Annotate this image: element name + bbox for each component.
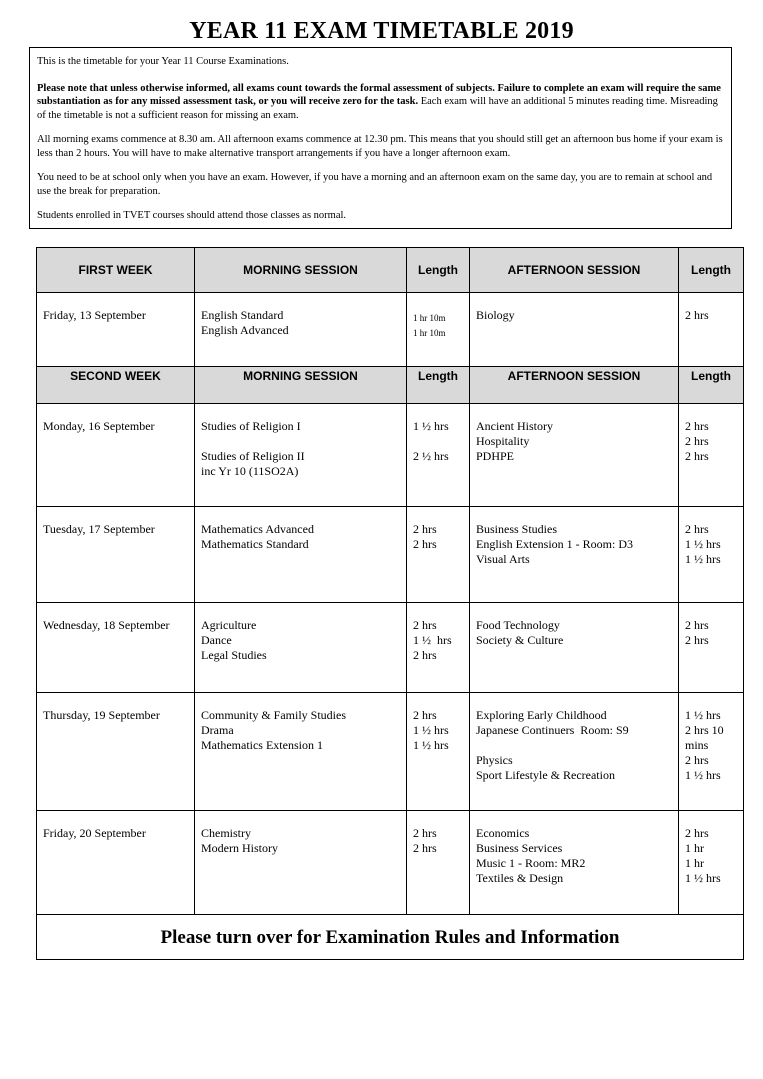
info-box <box>29 47 732 229</box>
exam-length: 1 hr 10m <box>413 328 446 338</box>
exam-subject: Studies of Religion I <box>201 419 301 433</box>
afternoon-length-cell <box>679 603 744 693</box>
exam-subject: Studies of Religion II <box>201 449 305 463</box>
exam-subject: Mathematics Advanced <box>201 522 314 536</box>
date-cell: Monday, 16 September <box>37 404 195 507</box>
date-cell: Wednesday, 18 September <box>37 603 195 693</box>
exam-length: 2 hrs <box>413 522 437 536</box>
assessment-note <box>37 82 724 123</box>
morning-exams-cell <box>195 693 407 811</box>
morning-exams-cell <box>195 811 407 915</box>
exam-length: 2 hrs <box>685 753 709 767</box>
afternoon-session-header: AFTERNOON SESSION <box>470 367 679 404</box>
date-cell: Thursday, 19 September <box>37 693 195 811</box>
afternoon-length-cell <box>679 404 744 507</box>
exam-subject: Biology <box>476 308 515 322</box>
exam-subject: Business Services <box>476 841 563 855</box>
exam-subject: Business Studies <box>476 522 558 536</box>
date-cell: Tuesday, 17 September <box>37 507 195 603</box>
afternoon-exams-cell <box>470 603 679 693</box>
exam-length: 2 hrs <box>685 308 709 322</box>
date-cell: Friday, 20 September <box>37 811 195 915</box>
exam-length: 2 hrs <box>413 841 437 855</box>
exam-length: mins <box>685 738 709 752</box>
morning-length-cell <box>407 811 470 915</box>
afternoon-length-cell <box>679 507 744 603</box>
timetable <box>36 247 744 960</box>
exam-subject: Society & Culture <box>476 633 564 647</box>
exam-length: 1 ½ hrs <box>413 723 449 737</box>
exam-length: 2 hrs 10 <box>685 723 724 737</box>
exam-subject: Japanese Continuers Room: S9 <box>476 723 629 737</box>
tvet-note: Students enrolled in TVET courses should attend those classes as normal. <box>37 210 347 221</box>
exam-subject: English Standard <box>201 308 284 322</box>
exam-length: 2 hrs <box>685 633 709 647</box>
exam-length: 1 ½ hrs <box>685 768 721 782</box>
morning-exams-cell <box>195 507 407 603</box>
exam-subject: Hospitality <box>476 434 530 448</box>
afternoon-exams-cell <box>470 507 679 603</box>
exam-subject: Agriculture <box>201 618 257 632</box>
exam-subject: Legal Studies <box>201 648 267 662</box>
exam-length: 1 ½ hrs <box>685 537 721 551</box>
morning-length-cell <box>407 404 470 507</box>
exam-subject: Drama <box>201 723 234 737</box>
exam-subject: English Extension 1 - Room: D3 <box>476 537 633 551</box>
exam-subject: inc Yr 10 (11SO2A) <box>201 464 299 478</box>
exam-subject <box>201 434 400 449</box>
assessment-note-bold: Please note that unless otherwise informed, all exams count towards the formal assessment of subjects. Failure to complete an exam will require the same substantiation as for any missed assessment task, or you will receive zero for the task. <box>37 82 721 107</box>
afternoon-exams-cell <box>470 404 679 507</box>
first-week-header-row <box>37 248 744 293</box>
exam-length: 1 ½ hrs <box>413 419 449 433</box>
exam-length: 1 ½ hrs <box>413 738 449 752</box>
exam-length <box>413 464 463 479</box>
afternoon-length-cell <box>679 811 744 915</box>
table-row <box>37 507 744 603</box>
exam-length: 1 ½ hrs <box>685 552 721 566</box>
turn-over-note: Please turn over for Examination Rules and Information <box>37 915 744 960</box>
length-header: Length <box>407 367 470 404</box>
morning-session-header: MORNING SESSION <box>195 367 407 404</box>
morning-length-cell <box>407 293 470 367</box>
exam-subject: Community & Family Studies <box>201 708 347 722</box>
morning-exams-cell <box>195 404 407 507</box>
table-row <box>37 693 744 811</box>
exam-subject: Visual Arts <box>476 552 530 566</box>
table-row <box>37 811 744 915</box>
exam-subject: Food Technology <box>476 618 560 632</box>
exam-length: 2 hrs <box>413 648 437 662</box>
exam-length: 2 hrs <box>685 522 709 536</box>
exam-length: 2 hrs <box>685 449 709 463</box>
exam-subject: Chemistry <box>201 826 251 840</box>
exam-length: 2 hrs <box>685 434 709 448</box>
morning-length-cell <box>407 507 470 603</box>
exam-length <box>413 434 463 449</box>
morning-session-header: MORNING SESSION <box>195 248 407 293</box>
exam-subject: Dance <box>201 633 232 647</box>
exam-subject: Mathematics Standard <box>201 537 309 551</box>
first-week-label: FIRST WEEK <box>37 248 195 293</box>
attendance-note: You need to be at school only when you have an exam. However, if you have a morning and an afternoon exam on the same day, you are to remain at school and use the break for preparation. <box>37 172 713 197</box>
times-note: All morning exams commence at 8.30 am. All afternoon exams commence at 12.30 pm. This means that you should still get an afternoon bus home if your exam is less than 2 hours. You will have to make alternative transport arrangements if you have a longer afternoon exam. <box>37 134 723 159</box>
exam-subject: Exploring Early Childhood <box>476 708 607 722</box>
exam-length: 2 hrs <box>413 618 437 632</box>
afternoon-length-cell <box>679 693 744 811</box>
page-title: YEAR 11 EXAM TIMETABLE 2019 <box>189 18 574 44</box>
exam-length: 1 hr <box>685 856 704 870</box>
reading-time-note: Each exam will have an additional 5 minutes reading time. Misreading of the timetable is not a sufficient reason for missing an exam. <box>37 96 718 121</box>
second-week-header-row <box>37 367 744 404</box>
exam-subject <box>476 738 672 753</box>
afternoon-exams-cell <box>470 293 679 367</box>
exam-length: 1 ½ hrs <box>685 708 721 722</box>
date-cell: Friday, 13 September <box>37 293 195 367</box>
exam-subject: Physics <box>476 753 513 767</box>
afternoon-session-header: AFTERNOON SESSION <box>470 248 679 293</box>
exam-length: 2 ½ hrs <box>413 449 449 463</box>
length-header: Length <box>679 248 744 293</box>
exam-subject: Sport Lifestyle & Recreation <box>476 768 615 782</box>
exam-length: 2 hrs <box>685 826 709 840</box>
exam-subject: Modern History <box>201 841 278 855</box>
table-row <box>37 404 744 507</box>
exam-subject: English Advanced <box>201 323 289 337</box>
exam-subject: Mathematics Extension 1 <box>201 738 323 752</box>
afternoon-exams-cell <box>470 693 679 811</box>
exam-length: 2 hrs <box>413 708 437 722</box>
table-row <box>37 293 744 367</box>
exam-subject: PDHPE <box>476 449 515 463</box>
exam-length: 1 ½ hrs <box>685 871 721 885</box>
table-row <box>37 603 744 693</box>
exam-length: 1 ½ hrs <box>413 633 452 647</box>
second-week-label: SECOND WEEK <box>37 367 195 404</box>
length-header: Length <box>407 248 470 293</box>
intro-text: This is the timetable for your Year 11 Course Examinations. <box>37 56 289 67</box>
morning-length-cell <box>407 693 470 811</box>
footer-row <box>37 915 744 960</box>
length-header: Length <box>679 367 744 404</box>
exam-subject: Textiles & Design <box>476 871 564 885</box>
morning-exams-cell <box>195 603 407 693</box>
afternoon-exams-cell <box>470 811 679 915</box>
afternoon-length-cell <box>679 293 744 367</box>
exam-length: 1 hr 10m <box>413 313 446 323</box>
exam-length: 2 hrs <box>413 537 437 551</box>
morning-length-cell <box>407 603 470 693</box>
exam-length: 2 hrs <box>413 826 437 840</box>
exam-length: 2 hrs <box>685 618 709 632</box>
exam-subject: Economics <box>476 826 530 840</box>
exam-subject: Music 1 - Room: MR2 <box>476 856 586 870</box>
exam-length: 1 hr <box>685 841 704 855</box>
exam-subject: Ancient History <box>476 419 553 433</box>
exam-length: 2 hrs <box>685 419 709 433</box>
morning-exams-cell <box>195 293 407 367</box>
